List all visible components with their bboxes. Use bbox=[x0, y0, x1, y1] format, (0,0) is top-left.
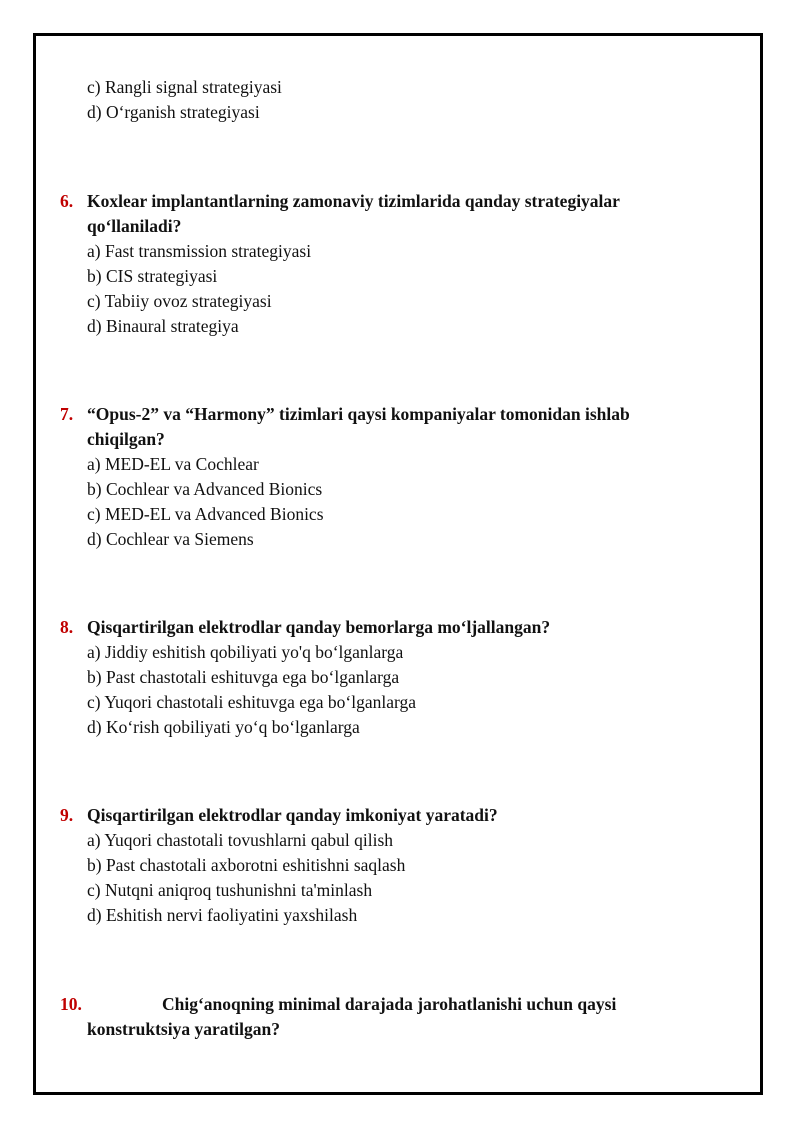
question-6-option-a: a) Fast transmission strategiyasi bbox=[87, 241, 312, 261]
question-10-text-line-2: konstruktsiya yaratilgan? bbox=[87, 1019, 281, 1039]
question-6-text-line-1: Koxlear implantantlarning zamonaviy tizimlarida qanday strategiyalar bbox=[87, 191, 620, 211]
question-9-option-d: d) Eshitish nervi faoliyatini yaxshilash bbox=[87, 905, 358, 925]
question-10-text-line-1: Chig‘anoqning minimal darajada jarohatlanishi uchun qaysi bbox=[162, 994, 617, 1014]
question-6-option-d: d) Binaural strategiya bbox=[87, 316, 239, 336]
question-6-number: 6. bbox=[60, 191, 74, 211]
question-7-text-line-2: chiqilgan? bbox=[87, 429, 165, 449]
question-9-option-a: a) Yuqori chastotali tovushlarni qabul qilish bbox=[87, 830, 394, 850]
question-7-option-a: a) MED-EL va Cochlear bbox=[87, 454, 259, 474]
question-8-number: 8. bbox=[60, 617, 74, 637]
carryover-option-d: d) O‘rganish strategiyasi bbox=[87, 102, 260, 122]
question-9-option-b: b) Past chastotali axborotni eshitishni saqlash bbox=[87, 855, 406, 875]
question-7-option-c: c) MED-EL va Advanced Bionics bbox=[87, 504, 324, 524]
question-8-option-b: b) Past chastotali eshituvga ega bo‘lganlarga bbox=[87, 667, 400, 687]
question-7-option-d: d) Cochlear va Siemens bbox=[87, 529, 254, 549]
question-7-number: 7. bbox=[60, 404, 74, 424]
question-6-option-c: c) Tabiiy ovoz strategiyasi bbox=[87, 291, 272, 311]
question-9-number: 9. bbox=[60, 805, 74, 825]
question-8-option-c: c) Yuqori chastotali eshituvga ega bo‘lganlarga bbox=[87, 692, 416, 712]
question-6-text-line-2: qo‘llaniladi? bbox=[87, 216, 182, 236]
carryover-option-c: c) Rangli signal strategiyasi bbox=[87, 77, 282, 97]
question-6-option-b: b) CIS strategiyasi bbox=[87, 266, 218, 286]
question-8-option-a: a) Jiddiy eshitish qobiliyati yo'q bo‘lganlarga bbox=[87, 642, 404, 662]
question-8-option-d: d) Ko‘rish qobiliyati yo‘q bo‘lganlarga bbox=[87, 717, 360, 737]
question-9-option-c: c) Nutqni aniqroq tushunishni ta'minlash bbox=[87, 880, 373, 900]
question-7-option-b: b) Cochlear va Advanced Bionics bbox=[87, 479, 323, 499]
question-8-text-line-1: Qisqartirilgan elektrodlar qanday bemorlarga mo‘ljallangan? bbox=[87, 617, 551, 637]
question-7-text-line-1: “Opus-2” va “Harmony” tizimlari qaysi kompaniyalar tomonidan ishlab bbox=[87, 404, 630, 424]
question-10-number: 10. bbox=[60, 994, 82, 1014]
question-9-text-line-1: Qisqartirilgan elektrodlar qanday imkoniyat yaratadi? bbox=[87, 805, 498, 825]
